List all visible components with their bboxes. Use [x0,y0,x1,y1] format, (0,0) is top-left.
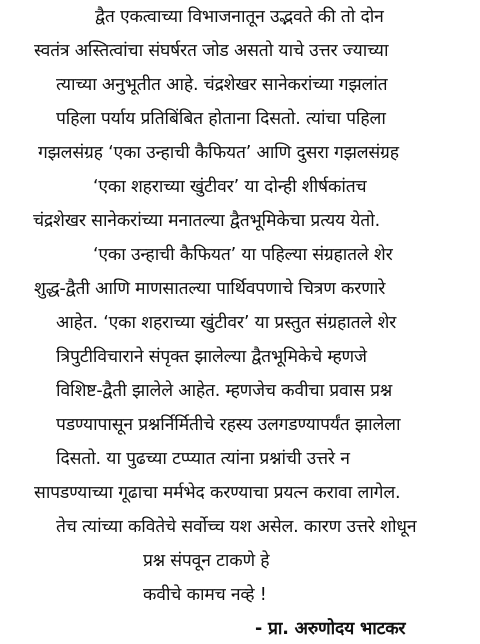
text-line: गझलसंग्रह ‘एका उन्हाची कैफियत’ आणि दुसरा गझलसंग्रह [38,143,399,163]
text-line: त्याच्या अनुभूतीत आहे. चंद्रशेखर सानेकरांच्या गझलांत [56,75,388,95]
text-line: दिसतो. या पुढच्या टप्प्यात त्यांना प्रश्नांची उत्तरे न [56,449,350,469]
text-line: स्वतंत्र अस्तित्वांचा संघर्षरत जोड असतो याचे उत्तर ज्याच्या [34,41,389,61]
text-line: प्रश्न संपवून टाकणे हे [143,551,270,571]
text-line: चंद्रशेखर सानेकरांच्या मनातल्या द्वैतभूमिकेचा प्रत्यय येतो. [33,211,380,231]
text-line: पहिला पर्याय प्रतिबिंबित होताना दिसतो. त्यांचा पहिला [56,109,386,129]
text-line: शुद्ध-द्वैती आणि माणसातल्या पार्थिवपणाचे चित्रण करणारे [34,279,386,299]
text-line: द्वैत एकत्वाच्या विभाजनातून उद्भवते की तो दोन [95,7,384,27]
text-line: पडण्यापासून प्रश्नर्निर्मितीचे रहस्य उलगडण्यापर्यंत झालेला [56,415,401,435]
author-signature: - प्रा. अरुणोदय भाटकर [255,619,406,639]
text-line: कवीचे कामच नव्हे ! [143,585,267,605]
text-line: ‘एका शहराच्या खुंटीवर’ या दोन्ही शीर्षकांतच [93,177,367,197]
text-line: ‘एका उन्हाची कैफियत’ या पहिल्या संग्रहातले शेर [93,245,393,265]
text-line: सापडण्याच्या गूढाचा मर्मभेद करण्याचा प्रयत्न करावा लागेल. [34,483,401,503]
text-line: तेच त्यांच्या कवितेचे सर्वोच्च यश असेल. कारण उत्तरे शोधून [56,517,417,537]
text-line: विशिष्ट-द्वैती झालेले आहेत. म्हणजेच कवीचा प्रवास प्रश्न [56,381,393,401]
text-line: त्रिपुटीविचाराने संपृक्त झालेल्या द्वैतभूमिकेचे म्हणजे [56,347,367,367]
text-line: आहेत. ‘एका शहराच्या खुंटीवर’ या प्रस्तुत संग्रहातले शेर [56,313,397,333]
